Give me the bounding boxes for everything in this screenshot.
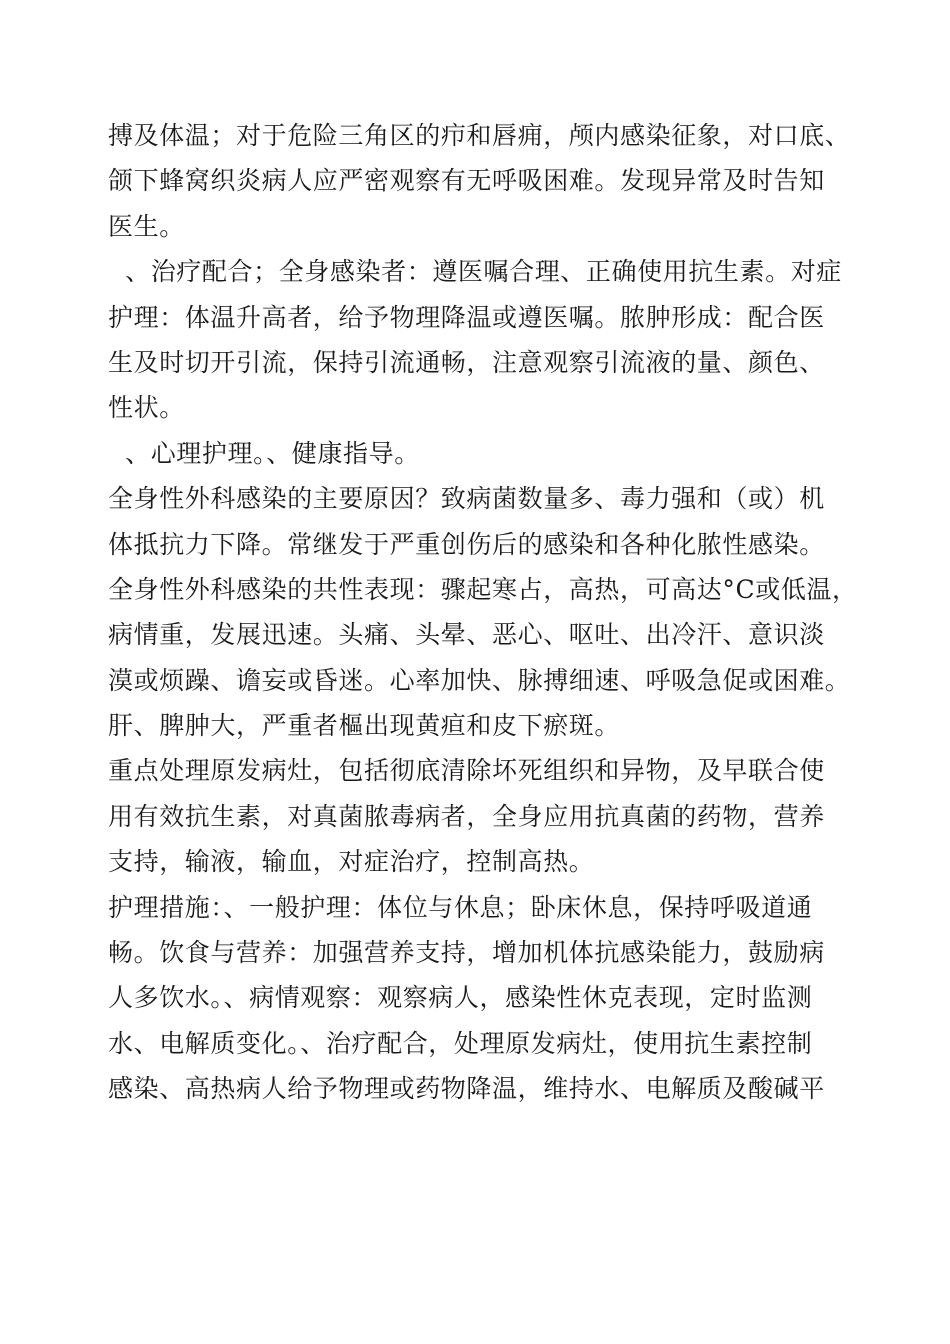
text-line-22: 感染、高热病人给予物理或药物降温，维持水、电解质及酸碱平 bbox=[108, 1074, 825, 1104]
text-line-16: 用有效抗生素，对真菌脓毒病者，全身应用抗真菌的药物，营养 bbox=[108, 801, 825, 831]
text-line-7: 性状。 bbox=[108, 393, 185, 423]
text-line-9: 全身性外科感染的主要原因？致病菌数量多、毒力强和（或）机 bbox=[108, 484, 825, 514]
text-line-3: 医生。 bbox=[108, 211, 185, 241]
text-line-18: 护理措施：、一般护理：体位与休息；卧床休息，保持呼吸道通 bbox=[108, 892, 813, 922]
text-line-4: 、治疗配合；全身感染者：遵医嘱合理、正确使用抗生素。对症 bbox=[108, 257, 842, 287]
text-line-12: 病情重，发展迅速。头痛、头晕、恶心、呕吐、出冷汗、意识淡 bbox=[108, 620, 825, 650]
text-line-1: 搏及体温；对于危险三角区的疖和唇痈，颅内感染征象，对口底、 bbox=[108, 121, 851, 150]
text-line-14: 肝、脾肿大，严重者樞出现黄疸和皮下瘀斑。 bbox=[108, 711, 621, 741]
text-line-8: 、心理护理。、健康指导。 bbox=[108, 438, 420, 468]
text-line-15: 重点处理原发病灶，包括彻底清除坏死组织和异物，及早联合使 bbox=[108, 756, 825, 786]
text-line-6: 生及时切开引流，保持引流通畅，注意观察引流液的量、颜色、 bbox=[108, 347, 825, 377]
text-line-5: 护理：体温升高者，给予物理降温或遵医嘱。脓肿形成：配合医 bbox=[108, 302, 825, 332]
text-line-2: 颌下蜂窝织炎病人应严密观察有无呼吸困难。发现异常及时告知 bbox=[108, 166, 825, 196]
text-line-17: 支持，输液，输血，对症治疗，控制高热。 bbox=[108, 847, 595, 877]
text-line-10: 体抵抗力下降。常继发于严重创伤后的感染和各种化脓性感染。 bbox=[108, 529, 825, 559]
text-line-20: 人多饮水。、病情观察：观察病人，感染性休克表现，定时监测 bbox=[108, 983, 813, 1013]
text-line-21: 水、电解质变化。、治疗配合，处理原发病灶，使用抗生素控制 bbox=[108, 1028, 813, 1058]
text-line-11: 全身性外科感染的共性表现：骤起寒占，高热，可高达°C或低温， bbox=[108, 574, 858, 604]
text-line-19: 畅。饮食与营养：加强营养支持，增加机体抗感染能力，鼓励病 bbox=[108, 938, 825, 968]
body-text bbox=[108, 113, 868, 1112]
text-line-13: 漠或烦躁、谵妄或昏迷。心率加快、脉搏细速、呼吸急促或困难。 bbox=[108, 665, 851, 695]
